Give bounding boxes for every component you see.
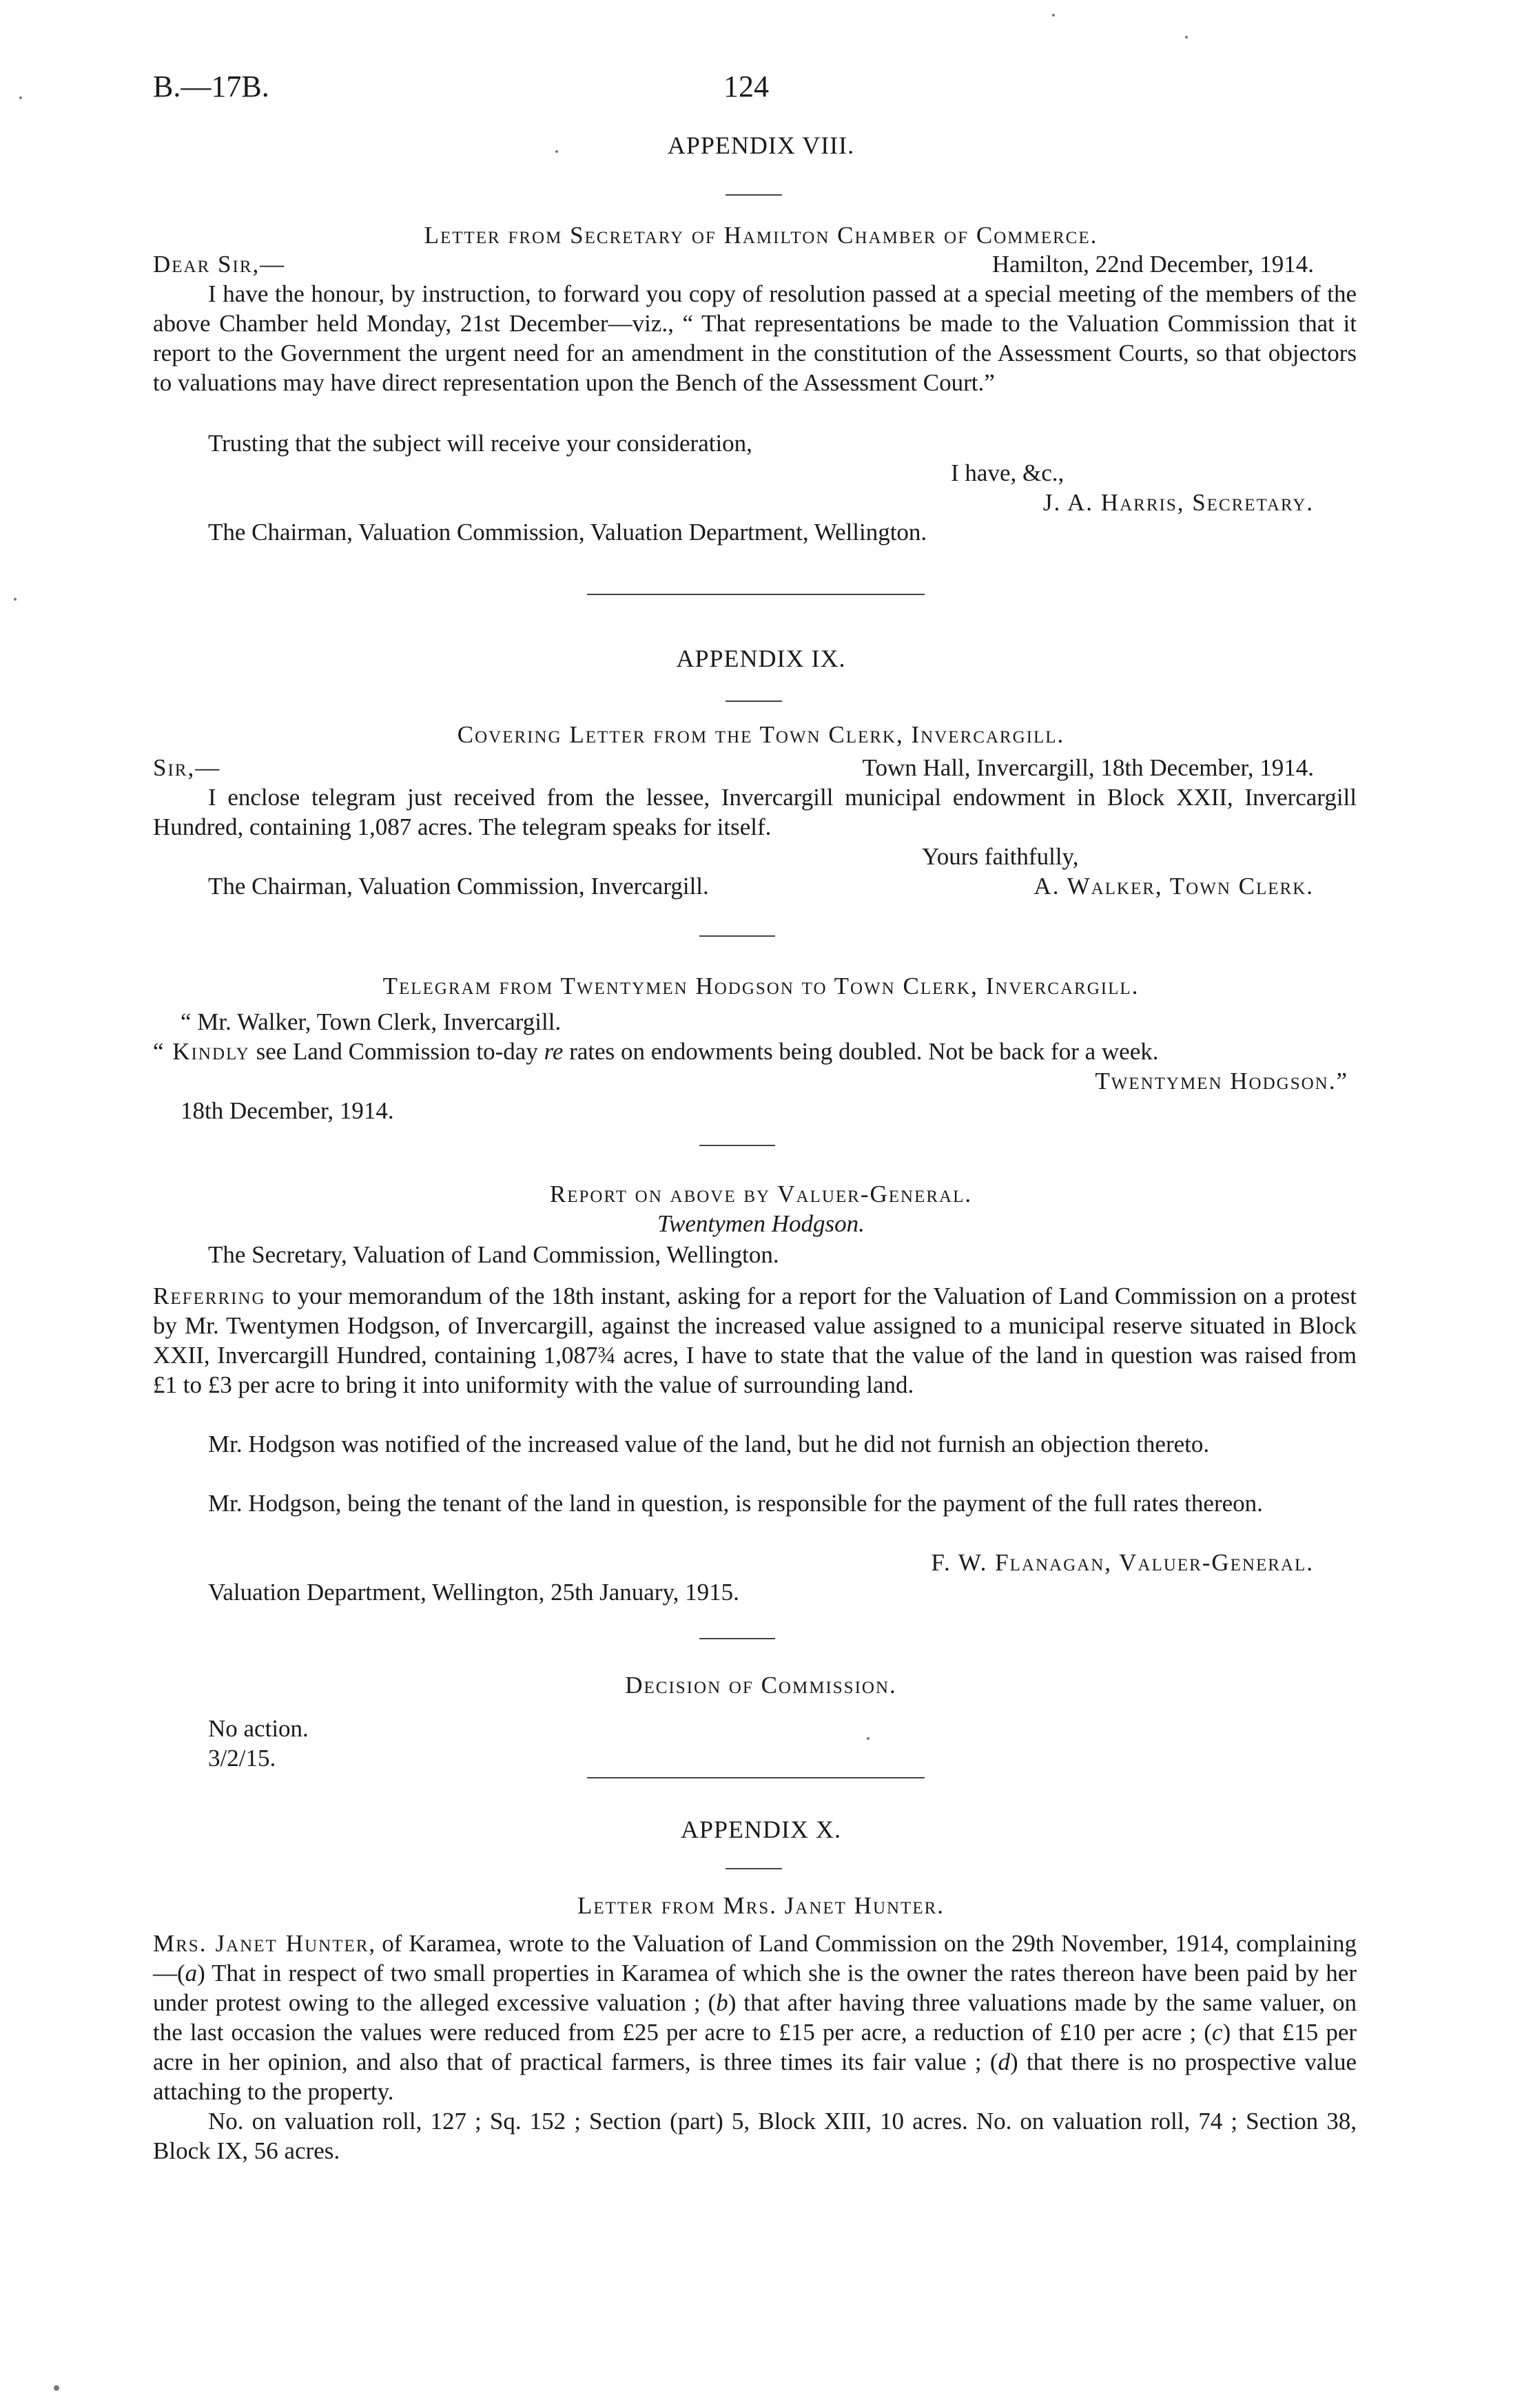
letter-body: I have the honour, by instruction, to forward you copy of resolution passed at a special meeting of the members of the above Chamber held Monday, 21st December—viz., “ That representations be made to the Valuation Commission that it report to the Government the urgent need for an amendment in the constitution of the Assessment Courts, so that objectors to valuations may have direct representation upon the Bench of the Assessment Court.” xyxy=(153,280,1357,396)
telegram-date: 18th December, 1914. xyxy=(181,1097,394,1124)
italic-term: re xyxy=(544,1038,564,1065)
report-text: to your memorandum of the 18th instant, asking for a report for the Valuation of Land Commission on a protest by Mr. Twentymen Hodgson, of Invercargill, against the increased value assigned to a municipal reserve situated in Block XXII, Invercargill Hundred, containing 1,087¾ acres, I have to state that the value of the land in question was raised from £1 to £3 per acre to bring it into uniformity with the value of surrounding land. xyxy=(153,1283,1357,1398)
divider xyxy=(587,594,925,595)
scan-speck xyxy=(1052,14,1055,17)
letter-closing: I have, &c., xyxy=(951,459,1065,486)
decision-action: No action. xyxy=(208,1715,309,1742)
lead-words: Referring xyxy=(153,1283,266,1309)
scan-speck xyxy=(867,1737,870,1740)
signature: F. W. Flanagan, Valuer-General. xyxy=(931,1549,1314,1576)
report-heading: Report on above by Valuer-General. xyxy=(549,1181,973,1207)
report-dateline: Valuation Department, Wellington, 25th January, 1915. xyxy=(208,1579,739,1606)
signature: J. A. Harris, Secretary. xyxy=(1042,489,1314,516)
appendix-8-heading: Letter from Secretary of Hamilton Chamber of Commerce. xyxy=(424,222,1098,249)
divider xyxy=(726,194,782,196)
complaint-text: ) that there is no prospective value attaching to the property. xyxy=(153,2048,1357,2105)
page-number: 124 xyxy=(723,70,769,103)
addressee: The Chairman, Valuation Commission, Valuation Department, Wellington. xyxy=(208,519,927,546)
divider xyxy=(587,1777,925,1778)
appendix-9-heading: Covering Letter from the Town Clerk, Invercargill. xyxy=(457,721,1065,748)
letter-closing: Yours faithfully, xyxy=(922,843,1079,870)
report-addressee: The Secretary, Valuation of Land Commission, Wellington. xyxy=(208,1241,779,1268)
complaint-text: , of Karamea, wrote to the Valuation of Land Commission on the 29th November, 1914, complaining—( xyxy=(153,1930,1357,1986)
divider xyxy=(699,935,775,937)
telegram-recipient: “ Mr. Walker, Town Clerk, Invercargill. xyxy=(181,1008,562,1035)
valuation-roll-details: No. on valuation roll, 127 ; Sq. 152 ; Section (part) 5, Block XIII, 10 acres. No. on valuation roll, 74 ; Section 38, Block IX, 56 acres. xyxy=(153,2108,1357,2164)
signature: A. Walker, Town Clerk. xyxy=(1033,873,1314,900)
letter-trusting: Trusting that the subject will receive your consideration, xyxy=(208,430,752,457)
scan-speck xyxy=(1185,36,1188,39)
decision-date: 3/2/15. xyxy=(208,1745,276,1772)
divider xyxy=(726,1868,782,1869)
item-letter: c xyxy=(1211,2019,1223,2046)
telegram-signature: Twentymen Hodgson.” xyxy=(1095,1068,1348,1094)
lead-words: “ Kindly xyxy=(153,1038,250,1065)
report-paragraph: Mr. Hodgson was notified of the increased value of the land, but he did not furnish an objection thereto. xyxy=(208,1431,1210,1457)
telegram-body xyxy=(153,1037,1357,1066)
report-paragraph: Mr. Hodgson, being the tenant of the land in question, is responsible for the payment of the full rates thereon. xyxy=(208,1490,1263,1517)
divider xyxy=(726,700,782,702)
telegram-text: see Land Commission to-day xyxy=(249,1038,544,1065)
divider xyxy=(699,1145,775,1146)
place-date: Town Hall, Invercargill, 18th December, 1914. xyxy=(862,754,1314,781)
divider xyxy=(699,1638,775,1639)
telegram-heading: Telegram from Twentymen Hodgson to Town Clerk, Invercargill. xyxy=(382,973,1140,999)
letter-body: I enclose telegram just received from the lessee, Invercargill municipal endowment in Block XXII, Invercargill Hundred, containing 1,087 acres. The telegram speaks for itself. xyxy=(153,784,1357,840)
addressee: The Chairman, Valuation Commission, Invercargill. xyxy=(208,873,709,900)
complaint-text: ) that after having three valuations made by the same valuer, on the last occasion the values were reduced from £25 per acre to £15 per acre, a reduction of £10 per acre ; ( xyxy=(153,1989,1357,2046)
lead-words: Mrs. Janet Hunter xyxy=(153,1930,369,1957)
item-letter: d xyxy=(998,2048,1011,2075)
appendix-10-title: APPENDIX X. xyxy=(680,1816,841,1843)
appendix-10-heading: Letter from Mrs. Janet Hunter. xyxy=(577,1892,945,1919)
complaint-paragraph xyxy=(153,1929,1357,2106)
report-paragraph xyxy=(153,1281,1357,1400)
item-letter: a xyxy=(185,1960,198,1986)
complaint-text: ) That in respect of two small properties in Karamea of which she is the owner the rates thereon have been paid by her under protest owing to the alleged excessive valuation ; ( xyxy=(153,1960,1357,2016)
place-date: Hamilton, 22nd December, 1914. xyxy=(991,251,1314,278)
scan-speck xyxy=(555,150,558,153)
salutation: Sir,— xyxy=(153,754,221,781)
appendix-8-title: APPENDIX VIII. xyxy=(667,132,855,159)
appendix-9-title: APPENDIX IX. xyxy=(676,645,846,672)
complaint-text: ) that £15 per acre in her opinion, and also that of practical farmers, is three times its fair value ; ( xyxy=(153,2019,1357,2075)
report-subject: Twentymen Hodgson. xyxy=(657,1210,865,1237)
scan-speck xyxy=(14,598,17,601)
telegram-text-end: rates on endowments being doubled. Not be back for a week. xyxy=(563,1038,1159,1065)
scan-speck xyxy=(19,96,22,99)
decision-heading: Decision of Commission. xyxy=(625,1672,897,1699)
item-letter: b xyxy=(716,1989,728,2016)
salutation: Dear Sir,— xyxy=(153,251,286,278)
scan-speck xyxy=(54,2385,59,2391)
document-reference: B.—17B. xyxy=(153,70,269,103)
